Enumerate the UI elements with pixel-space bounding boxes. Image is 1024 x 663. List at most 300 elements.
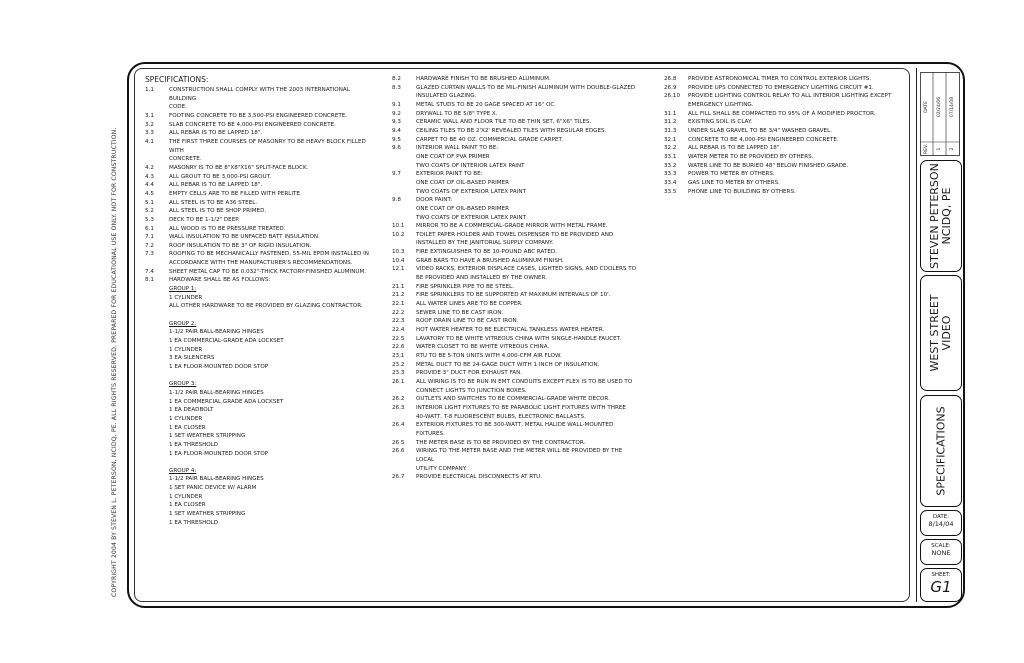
spec-text: 1 SET WEATHER STRIPPING — [169, 433, 246, 440]
spec-item — [145, 458, 377, 467]
spec-number — [145, 398, 169, 407]
spec-item — [392, 248, 642, 257]
spec-item — [145, 181, 377, 190]
spec-text: DOOR PAINT: — [416, 197, 453, 204]
spec-item — [145, 337, 377, 346]
spec-item — [392, 84, 642, 93]
spec-text: 1 SET WEATHER STRIPPING — [169, 511, 246, 518]
spec-text: ACCORDANCE WITH THE MANUFACTURER'S RECOMMENDATIONS. — [169, 260, 353, 267]
spec-item — [145, 441, 377, 450]
spec-item — [392, 300, 642, 309]
spec-number: 33.3 — [664, 171, 677, 178]
spec-item — [392, 430, 642, 439]
spec-item — [145, 432, 377, 441]
scale-label: SCALE: — [931, 543, 951, 549]
spec-number: 31.3 — [664, 127, 677, 134]
firm-name: STEVEN PETERSON NCIDQ, PE — [928, 163, 953, 269]
sheet-label: SHEET: — [931, 572, 951, 578]
spec-item — [145, 207, 377, 216]
spec-item — [392, 188, 642, 197]
spec-text: SHEET METAL CAP TO BE 0.032"-THICK FACTORY-FINISHED ALUMINUM. — [169, 268, 367, 275]
spec-item — [145, 424, 377, 433]
spec-text: 40-WATT, T-8 FLUORESCENT BULBS, ELECTRONIC BALLASTS. — [416, 413, 586, 420]
spec-text: UNDER SLAB GRAVEL TO BE 3/4" WASHED GRAVEL. — [688, 127, 832, 134]
spec-number — [145, 406, 169, 415]
spec-item — [145, 302, 377, 311]
spec-item — [145, 450, 377, 459]
scale-box — [920, 539, 962, 565]
spec-number — [145, 320, 169, 329]
spec-item — [392, 395, 642, 404]
spec-item — [145, 199, 377, 208]
spec-number — [392, 413, 416, 422]
spec-number: 22.6 — [392, 344, 405, 351]
spec-list-1 — [145, 86, 377, 527]
spec-text: HARDWARE FINISH TO BE BRUSHED ALUMINUM. — [416, 76, 551, 82]
spec-number — [145, 259, 169, 268]
spec-number — [145, 493, 169, 502]
scale-value: NONE — [931, 549, 951, 557]
spec-number: 31.2 — [664, 119, 677, 126]
spec-item — [145, 112, 377, 121]
spec-text: ALL FILL SHALL BE COMPACTED TO 95% OF A MODIFIED PROCTOR. — [688, 110, 876, 117]
spec-number: 9.8 — [392, 197, 401, 204]
rev-1-date: 02/24/06 — [936, 96, 942, 118]
spec-number — [145, 337, 169, 346]
spec-number: 9.1 — [392, 101, 401, 108]
spec-number: 7.2 — [145, 242, 154, 249]
spec-number: 10.4 — [392, 257, 405, 264]
spec-item — [145, 372, 377, 381]
project-name: WEST STREET VIDEO — [928, 294, 953, 372]
spec-item — [145, 268, 377, 277]
spec-item — [392, 231, 642, 240]
spec-text: OUTLETS AND SWITCHES TO BE COMMERCIAL-GRADE WHITE DECOR. — [416, 396, 610, 403]
spec-text: DECK TO BE 1-1/2" DEEP. — [169, 216, 240, 223]
spec-number: 23.1 — [392, 353, 405, 359]
spec-item — [145, 259, 377, 268]
spec-number: 8.3 — [392, 84, 401, 91]
spec-item — [392, 222, 642, 231]
spec-item — [392, 179, 642, 188]
spec-text: GRAB BARS TO HAVE A BRUSHED ALUMINUM FINISH. — [416, 257, 564, 264]
spec-number — [392, 214, 416, 223]
spec-item — [392, 369, 642, 378]
spec-item — [392, 170, 642, 179]
spec-item — [664, 179, 900, 188]
spec-item — [392, 326, 642, 335]
hardware-group-title: GROUP 3: — [169, 381, 197, 388]
spec-number: 26.2 — [392, 396, 405, 403]
spec-text: MIRROR TO BE A COMMERCIAL-GRADE MIRROR WITH METAL FRAME. — [416, 223, 608, 230]
spec-number — [145, 475, 169, 484]
spec-list-2 — [392, 75, 642, 482]
spec-text: THE FIRST THREE COURSES OF MASONRY TO BE HEAVY BLOCK FILLED WITH — [169, 138, 366, 154]
spec-number: 22.1 — [392, 301, 405, 308]
sheet-title: SPECIFICATIONS — [934, 406, 948, 496]
spec-text: 1-1/2 PAIR BALL-BEARING HINGES — [169, 476, 264, 483]
spec-item — [664, 170, 900, 179]
spec-number: 5.1 — [145, 199, 154, 206]
spec-number: 7.1 — [145, 234, 154, 241]
spec-item — [392, 144, 642, 153]
spec-text: ALL WOOD IS TO BE PRESSURE TREATED. — [169, 225, 286, 232]
spec-text: EMPTY CELLS ARE TO BE FILLED WITH PERLITE. — [169, 190, 302, 197]
spec-number — [392, 430, 416, 439]
spec-item — [145, 121, 377, 130]
spec-item — [145, 311, 377, 320]
spec-item — [145, 519, 377, 528]
spec-number — [145, 415, 169, 424]
spec-item — [392, 92, 642, 101]
spec-number: 9.7 — [392, 171, 401, 178]
spec-text: 1-1/2 PAIR BALL-BEARING HINGES — [169, 329, 264, 336]
spec-item — [145, 320, 377, 329]
spec-text: FIXTURES. — [416, 430, 445, 437]
spec-number: 22.4 — [392, 327, 405, 334]
spec-text: 1 CYLINDER — [169, 415, 203, 422]
spec-text: DRYWALL TO BE 5/8" TYPE X. — [416, 110, 498, 117]
spec-text: EXTERIOR PAINT TO BE: — [416, 171, 483, 178]
spec-number: 26.6 — [392, 448, 405, 455]
date-box — [920, 510, 962, 536]
spec-number: 3.3 — [145, 130, 154, 137]
date-col-label: DATE — [923, 101, 929, 113]
spec-text: INTERIOR LIGHT FIXTURES TO BE PARABOLIC LIGHT FIXTURES WITH THREE — [416, 404, 626, 411]
spec-text: 1 EA THRESHOLD — [169, 519, 219, 526]
rev-1-number: 1 — [936, 147, 942, 151]
hardware-group-title: GROUP 4: — [169, 467, 197, 474]
spec-item — [145, 346, 377, 355]
spec-number — [392, 188, 416, 197]
spec-number — [392, 387, 416, 396]
spec-text: 1 EA CLOSER — [169, 424, 206, 431]
hardware-group-title: GROUP 1: — [169, 286, 197, 293]
spec-text: CONCRETE TO BE 4,000-PSI ENGINEERED CONCRETE. — [688, 136, 839, 143]
spec-text: SLAB CONCRETE TO BE 4,000-PSI ENGINEERED CONCRETE. — [169, 121, 336, 128]
spec-item — [145, 380, 377, 389]
spec-item — [145, 406, 377, 415]
spec-number — [145, 155, 169, 164]
spec-item — [392, 352, 642, 361]
spec-text: LAVATORY TO BE WHITE VITREOUS CHINA WITH SINGLE-HANDLE FAUCET. — [416, 335, 622, 342]
spec-item — [145, 138, 377, 155]
spec-text: CERAMIC WALL AND FLOOR TILE TO BE THIN SET, 6"X6" TILES. — [416, 119, 592, 126]
spec-text: TOILET PAPER HOLDER AND TOWEL DISPENSER TO BE PROVIDED AND — [416, 231, 614, 238]
spec-text: PROVIDE ASTRONOMICAL TIMER TO CONTROL EXTERIOR LIGHTS. — [688, 76, 872, 82]
spec-item — [145, 86, 377, 103]
spec-number: 26.9 — [664, 84, 677, 91]
spec-text: 1 EA FLOOR-MOUNTED DOOR STOP — [169, 450, 269, 457]
spec-text: 1 EA DEADBOLT — [169, 407, 214, 414]
spec-item — [392, 387, 642, 396]
spec-item — [145, 389, 377, 398]
spec-item — [392, 214, 642, 223]
spec-text: CODE. — [169, 104, 187, 111]
spec-text: METAL STUDS TO BE 20 GAGE SPACED AT 16" OC. — [416, 101, 557, 108]
spec-item — [392, 473, 642, 482]
spec-item — [145, 510, 377, 519]
spec-text: 1 EA CLOSER — [169, 502, 206, 509]
spec-text: WALL INSULATION TO BE UNFACED BATT INSULATION. — [169, 234, 320, 241]
spec-number: 22.2 — [392, 309, 405, 316]
spec-item — [392, 283, 642, 292]
spec-item — [664, 92, 900, 101]
spec-number: 5.2 — [145, 208, 154, 215]
spec-number: 26.3 — [392, 404, 405, 411]
spec-number: 23.3 — [392, 370, 405, 377]
spec-text: UTILITY COMPANY. — [416, 465, 467, 472]
spec-text: WATER CLOSET TO BE WHITE VITREOUS CHINA. — [416, 344, 550, 351]
spec-number — [145, 484, 169, 493]
spec-text: ALL STEEL IS TO BE SHOP PRIMED. — [169, 208, 267, 215]
spec-item — [664, 84, 900, 93]
spec-text: POWER TO METER BY OTHERS. — [688, 171, 775, 178]
spec-number — [145, 424, 169, 433]
spec-number: 7.4 — [145, 268, 154, 275]
spec-item — [664, 144, 900, 153]
rev-2-date: 07/14/08 — [949, 96, 955, 118]
spec-text: ROOFING TO BE MECHANICALLY FASTENED, 55-MIL EPDM INSTALLED IN — [169, 251, 369, 258]
spec-item — [145, 164, 377, 173]
spec-number: 33.4 — [664, 179, 677, 186]
spec-number: 33.2 — [664, 162, 677, 169]
spec-item — [145, 363, 377, 372]
spec-item — [392, 309, 642, 318]
spec-number: 26.10 — [664, 93, 681, 100]
spec-number: 4.5 — [145, 190, 154, 197]
spec-number: 9.4 — [392, 127, 401, 134]
sheet-number: G1 — [930, 578, 952, 596]
spec-text: WATER METER TO BE PROVIDED BY OTHERS. — [688, 153, 814, 160]
spec-number: 3.1 — [145, 112, 154, 119]
hardware-group-title: GROUP 2: — [169, 320, 197, 327]
spec-number — [392, 92, 416, 101]
spec-item — [145, 242, 377, 251]
spec-text: WATER LINE TO BE BURIED 48" BELOW FINISHED GRADE. — [688, 162, 849, 169]
spec-text: 1 CYLINDER — [169, 346, 203, 353]
spec-text: CONCRETE. — [169, 156, 202, 163]
spec-number: 9.6 — [392, 145, 401, 152]
spec-number — [145, 467, 169, 476]
spec-item — [392, 205, 642, 214]
spec-text: ONE COAT OF PVA PRIMER — [416, 153, 490, 160]
spec-number — [392, 179, 416, 188]
spec-number — [145, 346, 169, 355]
spec-number — [145, 363, 169, 372]
spec-item — [664, 153, 900, 162]
spec-text: EXTERIOR FIXTURES TO BE 300-WATT, METAL HALIDE WALL-MOUNTED — [416, 422, 614, 429]
spec-item — [145, 328, 377, 337]
spec-number — [145, 285, 169, 294]
spec-number: 33.5 — [664, 188, 677, 195]
spec-item — [664, 136, 900, 145]
spec-number: 22.3 — [392, 318, 405, 325]
spec-item — [145, 129, 377, 138]
spec-number — [145, 432, 169, 441]
spec-item — [392, 335, 642, 344]
spec-text: FOOTING CONCRETE TO BE 3,500-PSI ENGINEERED CONCRETE. — [169, 112, 348, 119]
spec-item — [145, 294, 377, 303]
copyright-notice: COPYRIGHT 2004 BY STEVEN L. PETERSON, NCIDQ, PE. ALL RIGHTS RESERVED. PREPARED FOR EDUCATIONAL USE ONLY. NOT FOR CONSTRUCTION. — [111, 127, 118, 597]
spec-number: 33.1 — [664, 153, 677, 160]
spec-number: 10.3 — [392, 249, 405, 256]
spec-number: 4.1 — [145, 138, 154, 145]
spec-item — [392, 118, 642, 127]
spec-text: 1 EA THRESHOLD — [169, 441, 219, 448]
spec-number — [392, 162, 416, 171]
spec-text: ALL STEEL IS TO BE A36 STEEL. — [169, 199, 258, 206]
spec-item — [145, 354, 377, 363]
spec-item — [392, 291, 642, 300]
spec-item — [145, 501, 377, 510]
spec-number: 32.2 — [664, 145, 677, 152]
spec-item — [145, 398, 377, 407]
spec-item — [145, 475, 377, 484]
spec-text: WIRING TO THE METER BASE AND THE METER WILL BE PROVIDED BY THE LOCAL — [416, 448, 623, 463]
spec-item — [392, 343, 642, 352]
spec-text: EXISTING SOIL IS CLAY. — [688, 119, 753, 126]
spec-item — [392, 361, 642, 370]
spec-item — [392, 136, 642, 145]
spec-text: 3 EA SILENCERS — [169, 355, 215, 362]
spec-text: PROVIDE LIGHTING CONTROL RELAY TO ALL INTERIOR LIGHTING EXCEPT — [688, 93, 892, 100]
spec-text: 1 CYLINDER — [169, 294, 203, 301]
spec-number: 8.2 — [392, 76, 401, 82]
spec-item — [392, 447, 642, 464]
spec-text: ALL REBAR IS TO BE LAPPED 18". — [688, 145, 782, 152]
spec-number — [145, 519, 169, 528]
spec-item — [392, 413, 642, 422]
spec-number — [145, 294, 169, 303]
spec-text: TWO COATS OF EXTERIOR LATEX PAINT — [416, 214, 526, 221]
spec-text: 1 SET PANIC DEVICE W/ ALARM — [169, 485, 257, 492]
rev-label: REV. — [923, 144, 929, 154]
spec-item — [392, 196, 642, 205]
spec-number — [392, 239, 416, 248]
spec-item — [145, 467, 377, 476]
spec-text: PROVIDE 3" DUCT FOR EXHAUST FAN. — [416, 370, 523, 377]
spec-text: FIRE SPRINKLERS TO BE SUPPORTED AT MAXIMUM INTERVALS OF 10'. — [416, 292, 611, 299]
spec-text: CONNECT LIGHTS TO JUNCTION BOXES. — [416, 387, 527, 394]
spec-number: 5.3 — [145, 216, 154, 223]
spec-number: 21.1 — [392, 283, 405, 290]
spec-text: ONE COAT OF OIL-BASED PRIMER — [416, 179, 509, 186]
spec-number — [392, 153, 416, 162]
spec-text: ROOF DRAIN LINE TO BE CAST IRON. — [416, 318, 519, 325]
spec-number: 26.8 — [664, 76, 677, 82]
spec-number: 9.3 — [392, 119, 401, 126]
firm-box — [920, 160, 962, 272]
spec-text: INSULATED GLAZING. — [416, 93, 477, 100]
spec-item — [392, 439, 642, 448]
spec-item — [392, 127, 642, 136]
spec-number: 9.2 — [392, 110, 401, 117]
spec-number — [145, 380, 169, 389]
spec-text: ALL REBAR IS TO BE LAPPED 18". — [169, 130, 263, 137]
spec-number — [145, 389, 169, 398]
project-box — [920, 275, 962, 391]
spec-item — [392, 378, 642, 387]
spec-item — [145, 484, 377, 493]
spec-number: 4.2 — [145, 164, 154, 171]
spec-item — [392, 239, 642, 248]
spec-text: ALL WIRING IS TO BE RUN IN EMT CONDUITS EXCEPT FLEX IS TO BE USED TO — [416, 378, 633, 385]
spec-column-3 — [664, 75, 900, 196]
spec-text: INSTALLED BY THE JANITORIAL SUPPLY COMPANY. — [416, 240, 554, 247]
spec-text: RTU TO BE 5-TON UNITS WITH 4,000-CFM AIR FLOW. — [416, 353, 562, 359]
spec-text: PROVIDE ELECTRICAL DISCONNECTS AT RTU. — [416, 474, 543, 481]
revision-table — [920, 72, 960, 156]
spec-item — [392, 101, 642, 110]
sheet-number-box — [920, 568, 962, 602]
spec-number — [145, 302, 169, 311]
spec-column-2 — [392, 75, 642, 482]
spec-item — [392, 257, 642, 266]
spec-item — [392, 265, 642, 274]
spec-text: PHONE LINE TO BUILDING BY OTHERS. — [688, 188, 796, 195]
spec-text: CEILING TILES TO BE 2'X2' REVEALED TILES WITH REGULAR EDGES. — [416, 127, 607, 134]
spec-number: 7.3 — [145, 251, 154, 258]
spec-text: PROVIDE UPS CONNECTED TO EMERGENCY LIGHTING CIRCUIT #1. — [688, 84, 874, 91]
spec-text: 1 EA COMMERCIAL-GRADE ADA LOCKSET — [169, 338, 284, 345]
spec-number: 23.2 — [392, 361, 405, 368]
spec-text: HOT WATER HEATER TO BE ELECTRICAL TANKLESS WATER HEATER. — [416, 327, 605, 334]
spec-text: FIRE SPRINKLER PIPE TO BE STEEL. — [416, 283, 515, 290]
spec-number — [145, 501, 169, 510]
spec-number: 10.2 — [392, 231, 405, 238]
spec-text: ROOF INSULATION TO BE 3" OF RIGID INSULATION. — [169, 242, 312, 249]
spec-item — [392, 162, 642, 171]
spec-text: SEWER LINE TO BE CAST IRON. — [416, 309, 504, 316]
spec-text: 1 EA COMMERCIAL GRADE ADA LOCKSET — [169, 398, 284, 405]
spec-text: TWO COATS OF INTERIOR LATEX PAINT — [416, 162, 525, 169]
spec-item — [392, 421, 642, 430]
spec-list-3 — [664, 75, 900, 196]
rev-2-number: 2 — [949, 147, 955, 151]
spec-item — [664, 110, 900, 119]
spec-number — [145, 441, 169, 450]
spec-item — [145, 415, 377, 424]
spec-number: 4.4 — [145, 182, 154, 189]
spec-item — [145, 285, 377, 294]
spec-item — [145, 155, 377, 164]
spec-number: 1.1 — [145, 87, 154, 93]
spec-number: 26.7 — [392, 474, 405, 481]
spec-number — [145, 354, 169, 363]
spec-item — [145, 225, 377, 234]
spec-number: 6.1 — [145, 225, 154, 232]
spec-item — [145, 250, 377, 259]
spec-item — [145, 216, 377, 225]
spec-number — [392, 274, 416, 283]
spec-item — [664, 118, 900, 127]
spec-text: ALL WATER LINES ARE TO BE COPPER. — [416, 301, 523, 308]
spec-item — [145, 233, 377, 242]
spec-number — [145, 328, 169, 337]
spec-item — [664, 75, 900, 84]
date-value: 8/14/04 — [928, 520, 954, 528]
spec-text: 1-1/2 PAIR BALL-BEARING HINGES — [169, 389, 264, 396]
spec-text: ALL GROUT TO BE 3,000-PSI GROUT. — [169, 173, 272, 180]
spec-text: FIRE EXTINGUISHER TO BE 10-POUND ABC RATED. — [416, 249, 557, 256]
spec-text: VIDEO RACKS, EXTERIOR DISPLACE CASES, LIGHTED SIGNS, AND COOLERS TO — [416, 266, 637, 273]
spec-item — [145, 493, 377, 502]
spec-item — [392, 75, 642, 84]
spec-text: CARPET TO BE 40 OZ. COMMERCIAL GRADE CARPET. — [416, 136, 564, 143]
spec-text: 1 EA FLOOR-MOUNTED DOOR STOP — [169, 363, 269, 370]
spec-item — [392, 465, 642, 474]
